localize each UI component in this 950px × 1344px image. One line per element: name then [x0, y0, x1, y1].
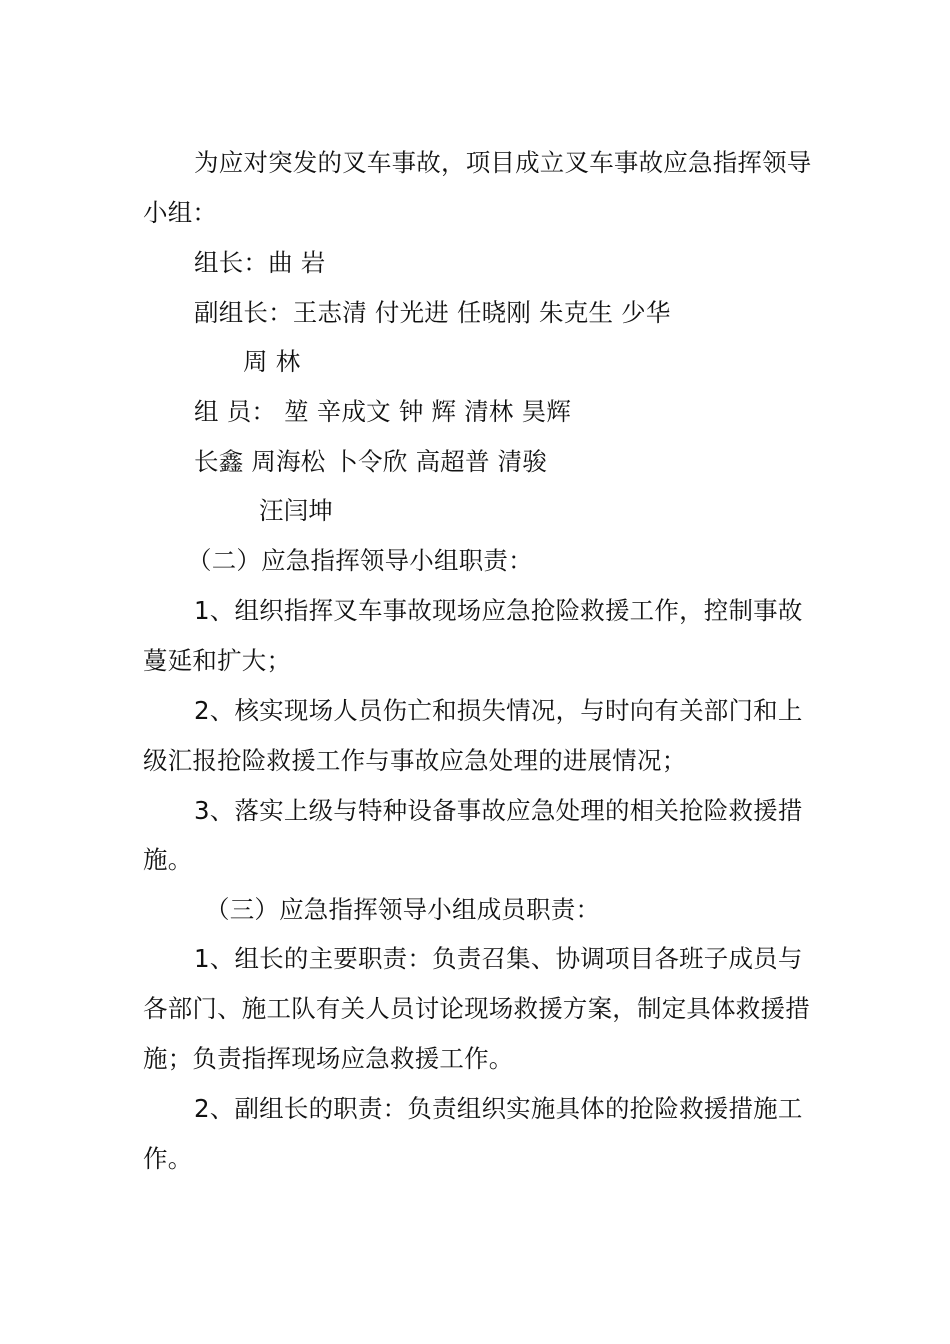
member-duty-1-line-3: 施；负责指挥现场应急救援工作。	[143, 1044, 514, 1073]
member-duty-2-line-2: 作。	[143, 1144, 193, 1173]
members-line-continued: 长鑫 周海松 卜令欣 高超普 清骏	[194, 447, 548, 476]
duty-item-1-line-1: 1、组织指挥叉车事故现场应急抢险救援工作，控制事故	[194, 596, 803, 625]
duty-item-2-line-1: 2、核实现场人员伤亡和损失情况，与时向有关部门和上	[194, 696, 803, 725]
members-line: 组 员： 堃 辛成文 钟 辉 清林 昊辉	[194, 397, 572, 426]
deputy-leaders-line-continued: 周 林	[243, 347, 301, 376]
member-duty-2-line-1: 2、副组长的职责：负责组织实施具体的抢险救援措施工	[194, 1094, 803, 1123]
member-duty-1-line-2: 各部门、施工队有关人员讨论现场救援方案，制定具体救援措	[143, 994, 810, 1023]
intro-paragraph-line-1: 为应对突发的叉车事故，项目成立叉车事故应急指挥领导	[194, 148, 812, 177]
group-leader-line: 组长：曲 岩	[194, 248, 326, 277]
duty-item-2-line-2: 级汇报抢险救援工作与事故应急处理的进展情况；	[143, 746, 687, 775]
section-heading-2: （二）应急指挥领导小组职责：	[187, 546, 533, 575]
section-heading-3: （三）应急指挥领导小组成员职责：	[205, 895, 601, 924]
deputy-leaders-line: 副组长：王志清 付光进 任晓刚 朱克生 少华	[194, 298, 671, 327]
duty-item-3-line-1: 3、落实上级与特种设备事故应急处理的相关抢险救援措	[194, 796, 803, 825]
member-duty-1-line-1: 1、组长的主要职责：负责召集、协调项目各班子成员与	[194, 944, 803, 973]
members-line-last: 汪闫坤	[259, 496, 334, 525]
intro-paragraph-line-2: 小组：	[143, 198, 218, 227]
duty-item-1-line-2: 蔓延和扩大；	[143, 646, 292, 675]
duty-item-3-line-2: 施。	[143, 845, 193, 874]
